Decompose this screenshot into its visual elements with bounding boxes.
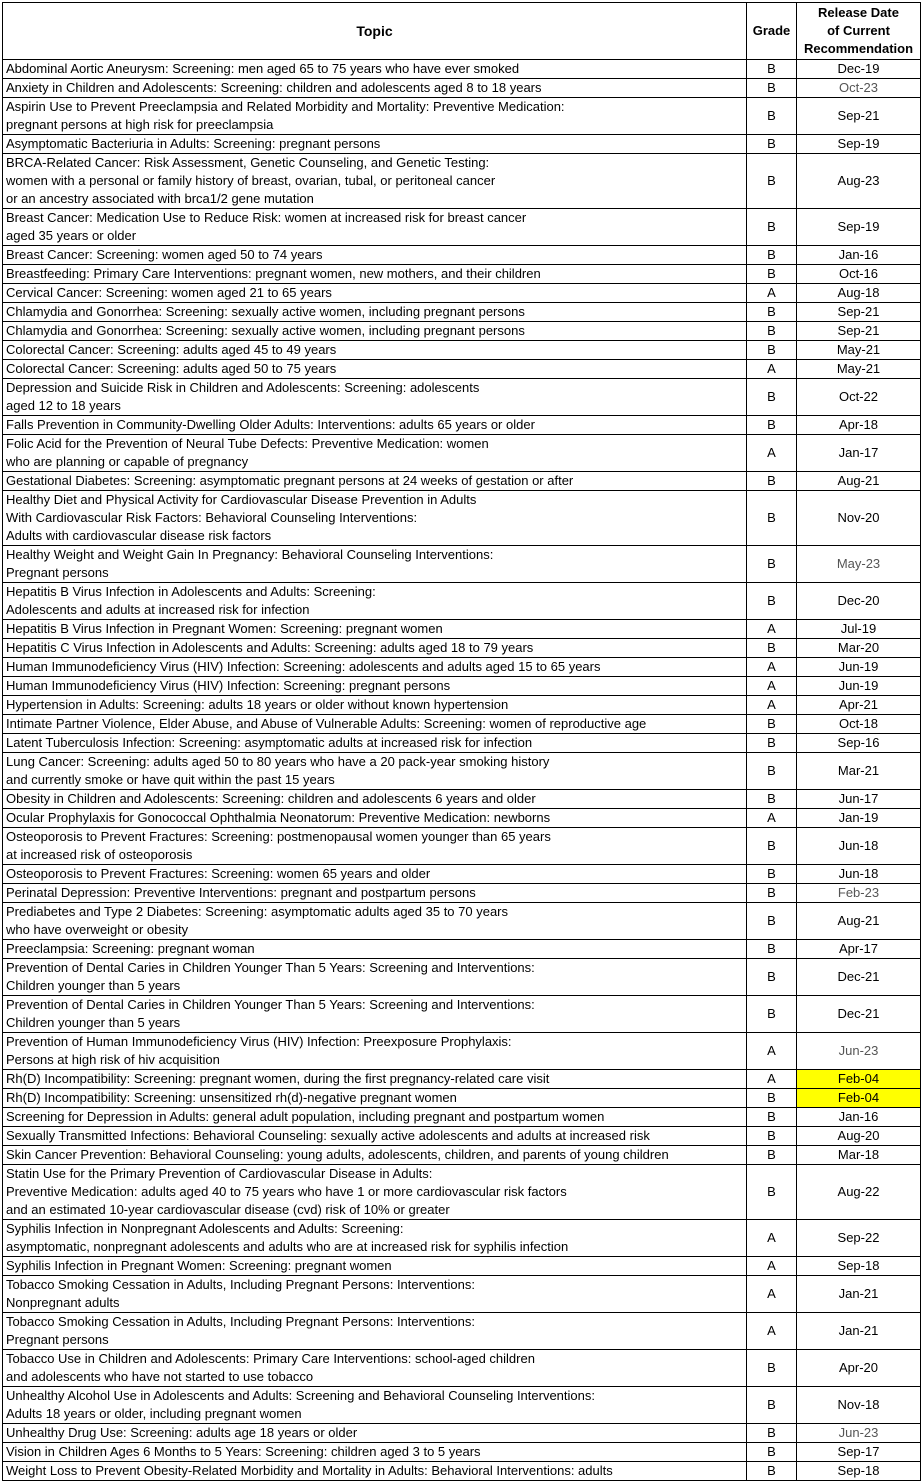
release-date-cell: Mar-21 [797,753,921,790]
table-row [3,959,921,996]
table-row [3,341,921,360]
grade-cell: B [747,209,797,246]
topic-cell: Folic Acid for the Prevention of Neural Tube Defects: Preventive Medication: women who are planning or capable of pregnancy [3,435,747,472]
topic-cell: Screening for Depression in Adults: general adult population, including pregnant and postpartum women [3,1108,747,1127]
topic-cell: Healthy Weight and Weight Gain In Pregnancy: Behavioral Counseling Interventions: Pregnant persons [3,546,747,583]
table-row [3,1165,921,1220]
topic-cell: Syphilis Infection in Nonpregnant Adolescents and Adults: Screening: asymptomatic, nonpregnant adolescents and adults who are at increased risk for syphilis infection [3,1220,747,1257]
table-row [3,1462,921,1481]
topic-cell: Anxiety in Children and Adolescents: Screening: children and adolescents aged 8 to 18 years [3,79,747,98]
table-header [3,3,921,60]
release-date-cell: Aug-20 [797,1127,921,1146]
topic-cell: Chlamydia and Gonorrhea: Screening: sexually active women, including pregnant persons [3,322,747,341]
topic-cell: Osteoporosis to Prevent Fractures: Screening: women 65 years and older [3,865,747,884]
release-date-cell: Jun-18 [797,865,921,884]
recommendations-table [2,2,921,1481]
topic-cell: Unhealthy Drug Use: Screening: adults age 18 years or older [3,1424,747,1443]
topic-cell: Prevention of Dental Caries in Children Younger Than 5 Years: Screening and Interventions: Children younger than 5 years [3,996,747,1033]
table-row [3,1257,921,1276]
table-row [3,1220,921,1257]
topic-cell: Breast Cancer: Medication Use to Reduce Risk: women at increased risk for breast cancer aged 35 years or older [3,209,747,246]
table-row [3,491,921,546]
topic-cell: Intimate Partner Violence, Elder Abuse, and Abuse of Vulnerable Adults: Screening: women of reproductive age [3,715,747,734]
grade-cell: A [747,696,797,715]
grade-cell: B [747,865,797,884]
grade-cell: B [747,828,797,865]
table-row [3,828,921,865]
topic-cell: Statin Use for the Primary Prevention of Cardiovascular Disease in Adults: Preventive Medication: adults aged 40 to 75 years who have 1 or more cardiovascular risk factors and an estimated 10-year cardiovascular disease (cvd) risk of 10% or greater [3,1165,747,1220]
table-row [3,903,921,940]
topic-cell: Prediabetes and Type 2 Diabetes: Screening: asymptomatic adults aged 35 to 70 years who have overweight or obesity [3,903,747,940]
release-date-cell: Dec-19 [797,60,921,79]
table-row [3,379,921,416]
grade-cell: A [747,677,797,696]
release-date-cell: Nov-18 [797,1387,921,1424]
table-row [3,360,921,379]
grade-cell: B [747,472,797,491]
topic-cell: Gestational Diabetes: Screening: asymptomatic pregnant persons at 24 weeks of gestation or after [3,472,747,491]
release-date-cell: Aug-22 [797,1165,921,1220]
table-row [3,1146,921,1165]
table-row [3,715,921,734]
topic-cell: Osteoporosis to Prevent Fractures: Screening: postmenopausal women younger than 65 years at increased risk of osteoporosis [3,828,747,865]
topic-cell: BRCA-Related Cancer: Risk Assessment, Genetic Counseling, and Genetic Testing: women with a personal or family history of breast, ovarian, tubal, or peritoneal cancer or an ancestry associated with brca1/2 gene mutation [3,154,747,209]
release-date-cell: Nov-20 [797,491,921,546]
release-date-cell: Jan-17 [797,435,921,472]
grade-cell: A [747,284,797,303]
grade-cell: B [747,491,797,546]
release-date-cell: Sep-21 [797,303,921,322]
table-row [3,1070,921,1089]
table-body [3,60,921,1481]
grade-cell: B [747,996,797,1033]
release-date-cell: Jun-19 [797,677,921,696]
table-row [3,303,921,322]
table-row [3,658,921,677]
topic-cell: Ocular Prophylaxis for Gonococcal Ophthalmia Neonatorum: Preventive Medication: newborns [3,809,747,828]
table-row [3,1276,921,1313]
topic-cell: Cervical Cancer: Screening: women aged 21 to 65 years [3,284,747,303]
table-row [3,790,921,809]
topic-cell: Obesity in Children and Adolescents: Screening: children and adolescents 6 years and older [3,790,747,809]
table-row [3,1033,921,1070]
release-date-cell: Jan-21 [797,1313,921,1350]
table-row [3,677,921,696]
topic-cell: Latent Tuberculosis Infection: Screening: asymptomatic adults at increased risk for infection [3,734,747,753]
table-row [3,1424,921,1443]
release-date-cell: Oct-22 [797,379,921,416]
grade-cell: B [747,154,797,209]
grade-cell: B [747,60,797,79]
grade-cell: A [747,360,797,379]
release-date-cell: Sep-19 [797,209,921,246]
release-date-cell: Aug-18 [797,284,921,303]
grade-cell: B [747,884,797,903]
release-date-cell: Sep-21 [797,98,921,135]
table-row [3,98,921,135]
topic-cell: Weight Loss to Prevent Obesity-Related Morbidity and Mortality in Adults: Behavioral Interventions: adults [3,1462,747,1481]
grade-cell: B [747,135,797,154]
table-row [3,1089,921,1108]
grade-cell: B [747,1108,797,1127]
table-row [3,416,921,435]
release-date-cell: Sep-22 [797,1220,921,1257]
table-row [3,135,921,154]
release-date-cell: Jan-21 [797,1276,921,1313]
grade-cell: A [747,658,797,677]
table-row [3,734,921,753]
grade-cell: B [747,903,797,940]
grade-cell: B [747,246,797,265]
grade-cell: A [747,1276,797,1313]
table-row [3,1127,921,1146]
release-date-cell: Dec-21 [797,996,921,1033]
grade-cell: B [747,265,797,284]
grade-cell: B [747,322,797,341]
release-date-cell: Feb-04 [797,1089,921,1108]
table-row [3,154,921,209]
grade-cell: B [747,1089,797,1108]
grade-cell: B [747,715,797,734]
release-date-cell: Jan-19 [797,809,921,828]
table-row [3,546,921,583]
topic-cell: Chlamydia and Gonorrhea: Screening: sexually active women, including pregnant persons [3,303,747,322]
table-row [3,435,921,472]
release-date-cell: Jun-19 [797,658,921,677]
grade-cell: A [747,620,797,639]
release-date-cell: Jan-16 [797,246,921,265]
table-row [3,1443,921,1462]
release-date-cell: Oct-16 [797,265,921,284]
grade-cell: B [747,79,797,98]
topic-cell: Prevention of Human Immunodeficiency Virus (HIV) Infection: Preexposure Prophylaxis: Persons at high risk of hiv acquisition [3,1033,747,1070]
topic-cell: Healthy Diet and Physical Activity for Cardiovascular Disease Prevention in Adults With Cardiovascular Risk Factors: Behavioral Counseling Interventions: Adults with cardiovascular disease risk factors [3,491,747,546]
topic-cell: Falls Prevention in Community-Dwelling Older Adults: Interventions: adults 65 years or older [3,416,747,435]
grade-cell: B [747,1387,797,1424]
topic-cell: Human Immunodeficiency Virus (HIV) Infection: Screening: pregnant persons [3,677,747,696]
table-row [3,753,921,790]
release-date-cell: Sep-18 [797,1462,921,1481]
grade-cell: B [747,379,797,416]
table-row [3,1387,921,1424]
grade-cell: B [747,1146,797,1165]
table-row [3,284,921,303]
table-row [3,265,921,284]
release-date-cell: Sep-19 [797,135,921,154]
grade-cell: B [747,416,797,435]
table-row [3,696,921,715]
table-row [3,809,921,828]
grade-cell: B [747,1165,797,1220]
release-date-cell: Jun-23 [797,1424,921,1443]
release-date-cell: Mar-18 [797,1146,921,1165]
release-date-cell: Aug-21 [797,472,921,491]
release-date-cell: Apr-21 [797,696,921,715]
release-date-cell: Sep-21 [797,322,921,341]
release-date-cell: May-21 [797,341,921,360]
release-date-cell: Dec-21 [797,959,921,996]
grade-cell: B [747,583,797,620]
release-date-cell: Aug-21 [797,903,921,940]
table-row [3,884,921,903]
release-date-cell: Sep-17 [797,1443,921,1462]
release-date-cell: Sep-16 [797,734,921,753]
topic-cell: Rh(D) Incompatibility: Screening: pregnant women, during the first pregnancy-related care visit [3,1070,747,1089]
topic-cell: Sexually Transmitted Infections: Behavioral Counseling: sexually active adolescents and adults at increased risk [3,1127,747,1146]
table-row [3,246,921,265]
topic-cell: Tobacco Use in Children and Adolescents: Primary Care Interventions: school-aged children and adolescents who have not started to use tobacco [3,1350,747,1387]
topic-cell: Prevention of Dental Caries in Children Younger Than 5 Years: Screening and Interventions: Children younger than 5 years [3,959,747,996]
table-row [3,1313,921,1350]
table-row [3,940,921,959]
release-date-cell: Oct-23 [797,79,921,98]
release-date-cell: Oct-18 [797,715,921,734]
release-date-cell: Jun-18 [797,828,921,865]
release-date-cell: May-23 [797,546,921,583]
grade-cell: B [747,940,797,959]
release-date-cell: Jun-17 [797,790,921,809]
table-row [3,79,921,98]
table-row [3,322,921,341]
release-date-cell: Jan-16 [797,1108,921,1127]
topic-cell: Colorectal Cancer: Screening: adults aged 45 to 49 years [3,341,747,360]
release-date-cell: Mar-20 [797,639,921,658]
grade-cell: B [747,1443,797,1462]
release-date-column-header: Release Date of Current Recommendation [797,3,921,60]
release-date-cell: Feb-04 [797,1070,921,1089]
grade-column-header: Grade [747,3,797,60]
topic-cell: Syphilis Infection in Pregnant Women: Screening: pregnant women [3,1257,747,1276]
grade-cell: B [747,98,797,135]
release-date-cell: Jul-19 [797,620,921,639]
topic-cell: Breast Cancer: Screening: women aged 50 to 74 years [3,246,747,265]
grade-cell: B [747,303,797,322]
header-row [3,3,921,60]
topic-cell: Skin Cancer Prevention: Behavioral Counseling: young adults, adolescents, children, and parents of young children [3,1146,747,1165]
topic-cell: Vision in Children Ages 6 Months to 5 Years: Screening: children aged 3 to 5 years [3,1443,747,1462]
release-date-cell: Aug-23 [797,154,921,209]
table-row [3,472,921,491]
topic-cell: Depression and Suicide Risk in Children and Adolescents: Screening: adolescents aged 12 to 18 years [3,379,747,416]
grade-cell: B [747,734,797,753]
table-row [3,996,921,1033]
topic-cell: Asymptomatic Bacteriuria in Adults: Screening: pregnant persons [3,135,747,154]
grade-cell: B [747,341,797,360]
release-date-cell: Feb-23 [797,884,921,903]
grade-cell: A [747,1313,797,1350]
grade-cell: B [747,546,797,583]
topic-cell: Human Immunodeficiency Virus (HIV) Infection: Screening: adolescents and adults aged 15 to 65 years [3,658,747,677]
release-date-cell: Sep-18 [797,1257,921,1276]
topic-cell: Hepatitis B Virus Infection in Pregnant Women: Screening: pregnant women [3,620,747,639]
grade-cell: A [747,1220,797,1257]
table-row [3,639,921,658]
release-date-cell: Apr-17 [797,940,921,959]
topic-cell: Hypertension in Adults: Screening: adults 18 years or older without known hypertension [3,696,747,715]
topic-cell: Preeclampsia: Screening: pregnant woman [3,940,747,959]
topic-cell: Rh(D) Incompatibility: Screening: unsensitized rh(d)-negative pregnant women [3,1089,747,1108]
release-date-cell: Jun-23 [797,1033,921,1070]
topic-cell: Hepatitis C Virus Infection in Adolescents and Adults: Screening: adults aged 18 to 79 years [3,639,747,658]
grade-cell: B [747,790,797,809]
release-date-cell: Apr-20 [797,1350,921,1387]
grade-cell: A [747,809,797,828]
release-date-cell: Dec-20 [797,583,921,620]
release-date-cell: Apr-18 [797,416,921,435]
grade-cell: B [747,639,797,658]
topic-cell: Hepatitis B Virus Infection in Adolescents and Adults: Screening: Adolescents and adults at increased risk for infection [3,583,747,620]
release-date-cell: May-21 [797,360,921,379]
topic-cell: Aspirin Use to Prevent Preeclampsia and Related Morbidity and Mortality: Preventive Medication: pregnant persons at high risk for preeclampsia [3,98,747,135]
topic-column-header: Topic [3,3,747,60]
grade-cell: B [747,959,797,996]
topic-cell: Abdominal Aortic Aneurysm: Screening: men aged 65 to 75 years who have ever smoked [3,60,747,79]
topic-cell: Unhealthy Alcohol Use in Adolescents and Adults: Screening and Behavioral Counseling Interventions: Adults 18 years or older, including pregnant women [3,1387,747,1424]
table-row [3,1350,921,1387]
grade-cell: B [747,1424,797,1443]
table-row [3,865,921,884]
table-row [3,60,921,79]
topic-cell: Breastfeeding: Primary Care Interventions: pregnant women, new mothers, and their children [3,265,747,284]
grade-cell: B [747,1350,797,1387]
grade-cell: A [747,1070,797,1089]
table-row [3,583,921,620]
table-row [3,1108,921,1127]
table-row [3,620,921,639]
topic-cell: Colorectal Cancer: Screening: adults aged 50 to 75 years [3,360,747,379]
grade-cell: B [747,1462,797,1481]
topic-cell: Lung Cancer: Screening: adults aged 50 to 80 years who have a 20 pack-year smoking history and currently smoke or have quit within the past 15 years [3,753,747,790]
grade-cell: A [747,1257,797,1276]
grade-cell: A [747,1033,797,1070]
table-row [3,209,921,246]
grade-cell: B [747,1127,797,1146]
grade-cell: B [747,753,797,790]
topic-cell: Tobacco Smoking Cessation in Adults, Including Pregnant Persons: Interventions: Nonpregnant adults [3,1276,747,1313]
grade-cell: A [747,435,797,472]
topic-cell: Tobacco Smoking Cessation in Adults, Including Pregnant Persons: Interventions: Pregnant persons [3,1313,747,1350]
topic-cell: Perinatal Depression: Preventive Interventions: pregnant and postpartum persons [3,884,747,903]
